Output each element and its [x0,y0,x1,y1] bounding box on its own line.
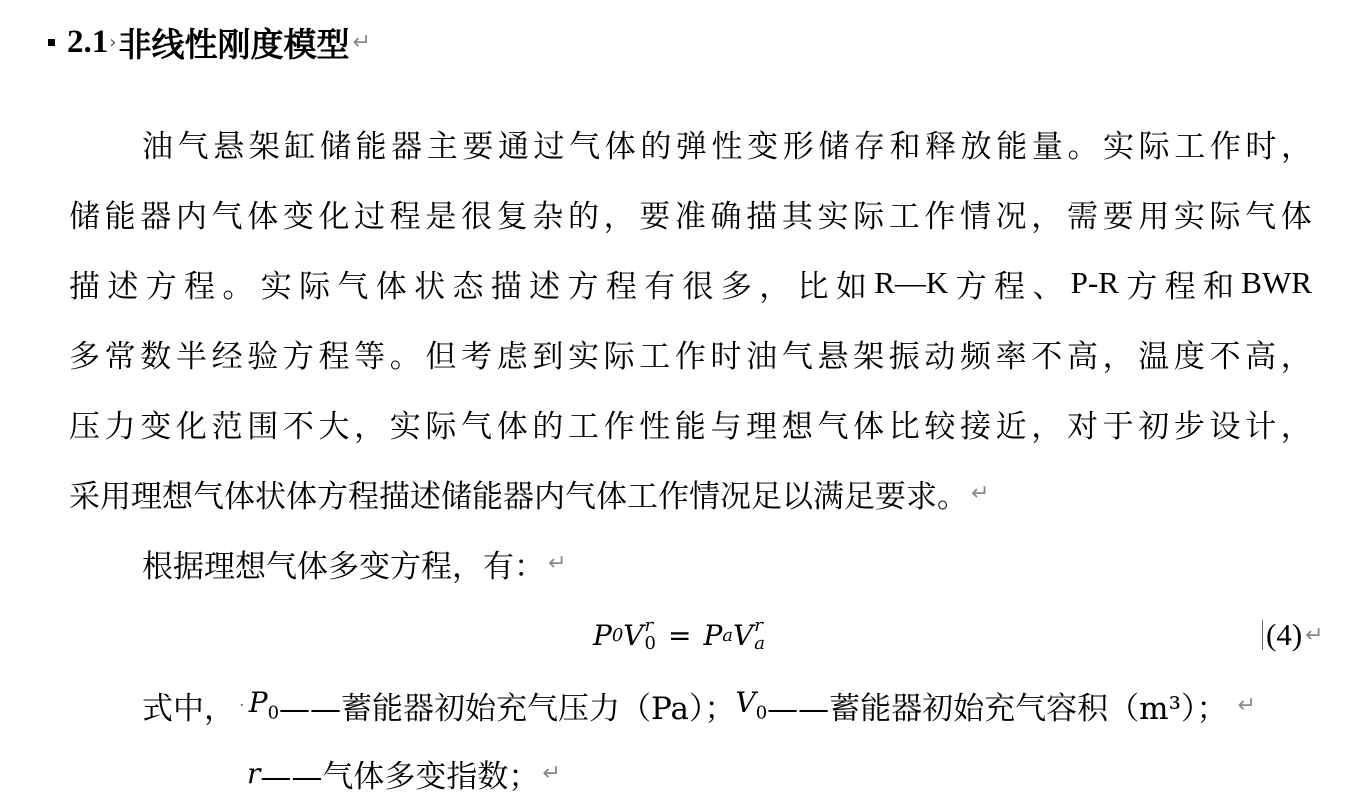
eq-rhs-V-sup: r [754,615,763,636]
text-glyph: ， [354,408,386,445]
text-glyph: 油 [142,128,173,165]
eq-rhs-P: P [703,618,723,652]
text-glyph: 能 [996,128,1028,165]
paragraph-mark: ↵ [542,760,561,786]
text-glyph: 压 [69,408,100,445]
paragraph-mark: ↵ [1237,692,1256,718]
text-glyph: 时 [710,338,742,375]
text-glyph: 气 [461,408,493,445]
text-glyph: 油 [746,338,778,375]
para1-line-1[interactable] [142,118,1312,168]
text-glyph: 情 [960,198,992,235]
eq-lhs-V-sub: 0 [644,633,656,654]
paragraph-mark: ↵ [1305,622,1324,648]
text-glyph: 近 [995,408,1027,445]
text-glyph: 。 [389,338,421,375]
para1-line-6-text: 采用理想气体状体方程描述储能器内气体工作情况足以满足要求。 [69,478,968,515]
text-glyph: 有 [644,268,676,305]
text-glyph: 过 [533,128,565,165]
text-glyph: 述 [529,268,561,305]
para1-line-5[interactable] [69,398,1312,448]
text-glyph: 变 [282,198,314,235]
text-glyph: 与 [710,408,742,445]
text-glyph: 大 [318,408,350,445]
eq-lhs-V: V [623,618,644,652]
text-glyph: 要 [639,198,671,235]
text-glyph: 接 [960,408,992,445]
text-glyph: ， [1280,338,1312,375]
text-glyph: 围 [247,408,279,445]
text-glyph: 。 [1067,128,1099,165]
text-glyph: 际 [1209,198,1241,235]
text-glyph: 等 [354,338,386,375]
section-number: 2.1 [67,23,109,60]
text-glyph: 是 [425,198,457,235]
eq-rhs-P-sub: a [722,624,734,646]
text-glyph: 实 [389,408,421,445]
text-glyph: 频 [960,338,992,375]
text-cursor [1262,620,1263,650]
text-glyph: 数 [140,338,172,375]
text-glyph: 过 [354,198,386,235]
text-glyph: 经 [211,338,243,375]
text-glyph: 、 [1032,268,1064,305]
text-glyph: 器 [140,198,172,235]
text-glyph: 架 [853,338,885,375]
text-glyph: 体 [1280,198,1312,235]
text-glyph: 实 [567,338,599,375]
text-glyph: 准 [674,198,706,235]
text-glyph: 主 [426,128,458,165]
text-glyph: 时 [1245,128,1277,165]
text-glyph: 很 [682,268,714,305]
text-glyph: 实 [1103,128,1135,165]
text-glyph: 和 [889,128,921,165]
text-glyph: 验 [247,338,279,375]
where-symbol-V0: $V_0$ [735,686,768,724]
text-glyph: 气 [817,408,849,445]
text-glyph: 化 [175,408,207,445]
tab-mark: › [109,31,117,53]
text-glyph: 架 [248,128,280,165]
text-glyph: ， [603,198,635,235]
text-glyph: 度 [1173,338,1205,375]
text-glyph: 储 [69,198,100,235]
para2-line[interactable] [142,538,566,588]
where-desc-V0: ——蓄能器初始充气容积（m³）； [767,690,1228,727]
eq-lhs-P: P [593,618,612,652]
where-lead: 式中， [142,690,235,727]
text-glyph: R—K [874,265,949,300]
where-line-1[interactable] [142,680,1256,730]
text-glyph: 很 [461,198,493,235]
text-glyph: 程 [318,338,350,375]
paragraph-mark: ↵ [971,480,990,506]
text-glyph: 描 [490,268,522,305]
text-glyph: 实 [1173,198,1205,235]
text-glyph: 变 [747,128,779,165]
para2-text: 根据理想气体多变方程，有： [142,548,545,585]
where-desc-P0: ——蓄能器初始充气压力（Pa）； [279,690,736,727]
text-glyph: 温 [1138,338,1170,375]
text-glyph: 际 [603,338,635,375]
text-glyph: ， [759,268,791,305]
text-glyph: 振 [888,338,920,375]
text-glyph: ， [1102,338,1134,375]
text-glyph: 其 [781,198,813,235]
text-glyph: 描 [746,198,778,235]
text-glyph: 通 [497,128,529,165]
text-glyph: 际 [425,408,457,445]
text-glyph: 虑 [496,338,528,375]
text-glyph: P-R [1070,265,1119,300]
para1-line-6[interactable] [69,468,989,518]
text-glyph: 理 [746,408,778,445]
where-line-2[interactable] [247,748,561,798]
text-glyph: 多 [720,268,752,305]
text-glyph: 力 [104,408,136,445]
text-glyph: 多 [69,338,100,375]
para1-line-4[interactable] [69,328,1312,378]
text-glyph: 较 [924,408,956,445]
text-glyph: 体 [604,128,636,165]
text-glyph: 半 [175,338,207,375]
text-glyph: 的 [640,128,672,165]
text-glyph: 对 [1066,408,1098,445]
text-glyph: 况 [995,198,1027,235]
text-glyph: 。 [222,268,254,305]
text-glyph: 作 [603,408,635,445]
text-glyph: 能 [674,408,706,445]
text-glyph: 的 [567,198,599,235]
text-glyph: 但 [425,338,457,375]
text-glyph: 内 [175,198,207,235]
text-glyph: 际 [299,268,331,305]
text-glyph: 体 [247,198,279,235]
section-title: 非线性刚度模型 [118,24,350,64]
eq-lhs-V-sup: r [644,615,654,636]
text-glyph: 要 [1102,198,1134,235]
text-glyph: 体 [853,408,885,445]
text-glyph: 考 [461,338,493,375]
text-glyph: 状 [414,268,446,305]
text-glyph: 工 [1174,128,1206,165]
text-glyph: 体 [496,408,528,445]
text-glyph: 变 [140,408,172,445]
text-glyph: 描 [69,268,100,305]
text-glyph: 动 [924,338,956,375]
text-glyph: 释 [925,128,957,165]
text-glyph: 态 [452,268,484,305]
text-glyph: 能 [104,198,136,235]
text-glyph: 气 [1245,198,1277,235]
section-heading[interactable] [48,16,371,68]
text-glyph: 程 [605,268,637,305]
text-glyph: ， [1031,198,1063,235]
text-glyph: 要 [462,128,494,165]
text-glyph: 性 [711,128,743,165]
text-glyph: 程 [389,198,421,235]
text-glyph: 不 [282,408,314,445]
text-glyph: 常 [104,338,136,375]
text-glyph: 确 [710,198,742,235]
text-glyph: 悬 [213,128,245,165]
text-glyph: 储 [818,128,850,165]
text-glyph: 述 [107,268,139,305]
text-glyph: 需 [1066,198,1098,235]
text-glyph: 于 [1102,408,1134,445]
text-glyph: 性 [639,408,671,445]
text-glyph: 高 [1245,338,1277,375]
text-glyph: 程 [993,268,1025,305]
text-glyph: 工 [567,408,599,445]
paragraph-mark: ↵ [548,550,567,576]
text-glyph: 化 [318,198,350,235]
text-glyph: 储 [319,128,351,165]
text-glyph: ， [1280,408,1312,445]
para1-line-2[interactable] [69,188,1312,238]
text-glyph: 气 [569,128,601,165]
eq-equals: = [667,618,692,652]
text-glyph: 方 [145,268,177,305]
text-glyph: 设 [1209,408,1241,445]
text-glyph: 想 [781,408,813,445]
text-glyph: 形 [782,128,814,165]
text-glyph: 缸 [284,128,316,165]
text-glyph: 程 [184,268,216,305]
text-glyph: 弹 [675,128,707,165]
text-glyph: 工 [639,338,671,375]
text-glyph: 气 [211,198,243,235]
text-glyph: 杂 [532,198,564,235]
text-glyph: 存 [853,128,885,165]
text-glyph: ， [1031,408,1063,445]
text-glyph: 初 [1138,408,1170,445]
text-glyph: 作 [924,198,956,235]
text-glyph: 悬 [817,338,849,375]
text-glyph: 气 [337,268,369,305]
where-symbol-P0: $P_0$ [248,686,280,724]
text-glyph: 实 [260,268,292,305]
paragraph-mark: ↵ [352,29,371,55]
where-symbol-r: r [247,756,261,790]
text-glyph: 程 [1164,268,1196,305]
space-mark: · [239,694,245,716]
equation-number-text: (4) [1266,617,1303,652]
text-glyph: 高 [1066,338,1098,375]
text-glyph: 率 [995,338,1027,375]
text-glyph: 器 [391,128,423,165]
text-glyph: 和 [1202,268,1234,305]
text-glyph: 复 [496,198,528,235]
text-glyph: 能 [355,128,387,165]
text-glyph: 比 [797,268,829,305]
text-glyph: 的 [532,408,564,445]
text-glyph: 际 [853,198,885,235]
text-glyph: 作 [674,338,706,375]
text-glyph: ， [1281,128,1312,165]
eq-rhs-V-sub: a [754,633,765,654]
equation-number [1262,609,1324,661]
heading-bullet [48,39,55,46]
text-glyph: 不 [1209,338,1241,375]
text-glyph: 到 [532,338,564,375]
text-glyph: 量 [1031,128,1063,165]
text-glyph: 体 [375,268,407,305]
where-desc-r: ——气体多变指数； [260,758,540,795]
text-glyph: 方 [955,268,987,305]
text-glyph: 计 [1245,408,1277,445]
equation-4[interactable] [593,609,765,661]
text-glyph: 不 [1031,338,1063,375]
para1-line-3[interactable] [69,258,1312,308]
text-glyph: BWR [1241,265,1312,300]
text-glyph: 实 [817,198,849,235]
text-glyph: 用 [1138,198,1170,235]
text-glyph: 如 [835,268,867,305]
text-glyph: 放 [960,128,992,165]
text-glyph: 际 [1138,128,1170,165]
eq-lhs-P-sub: 0 [611,624,624,646]
text-glyph: 作 [1209,128,1241,165]
text-glyph: 方 [1126,268,1158,305]
text-glyph: 方 [282,338,314,375]
text-glyph: 比 [888,408,920,445]
eq-rhs-V: V [733,618,754,652]
text-glyph: 范 [211,408,243,445]
text-glyph: 步 [1173,408,1205,445]
text-glyph: 方 [567,268,599,305]
text-glyph: 气 [781,338,813,375]
text-glyph: 气 [177,128,209,165]
text-glyph: 工 [888,198,920,235]
